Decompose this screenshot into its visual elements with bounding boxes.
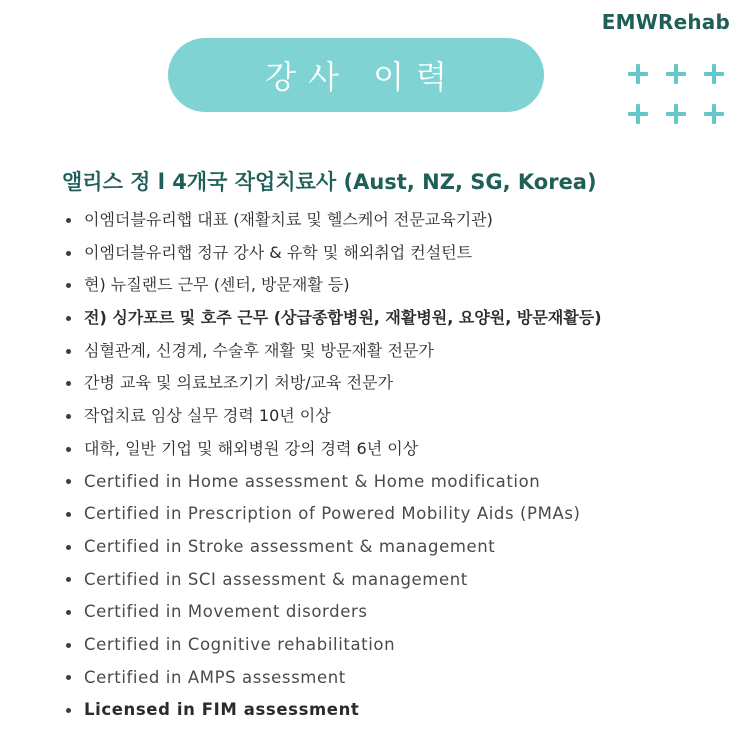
plus-icon [628,104,648,124]
plus-icon [666,104,686,124]
plus-icon [666,64,686,84]
plus-decoration [628,64,724,130]
list-item: 이엠더블유리햅 대표 (재활치료 및 헬스케어 전문교육기관) [66,204,602,237]
bullet-icon [66,675,71,680]
bullet-icon [66,610,71,615]
list-item: Certified in Movement disorders [66,596,602,629]
list-item: Certified in AMPS assessment [66,662,602,695]
bullet-icon [66,708,71,713]
plus-icon [704,104,724,124]
list-item: 심혈관계, 신경계, 수술후 재활 및 방문재활 전문가 [66,335,602,368]
bullet-icon [66,545,71,550]
list-item: Licensed in FIM assessment [66,694,602,727]
bullet-icon [66,283,71,288]
list-item: 간병 교육 및 의료보조기기 처방/교육 전문가 [66,367,602,400]
bullet-icon [66,643,71,648]
plus-icon [628,64,648,84]
title-banner [168,38,544,112]
list-item: 대학, 일반 기업 및 해외병원 강의 경력 6년 이상 [66,433,602,466]
instructor-heading: 앨리스 정 l 4개국 작업치료사 (Aust, NZ, SG, Korea) [62,170,597,194]
bullet-icon [66,447,71,452]
list-item: Certified in Prescription of Powered Mobility Aids (PMAs) [66,498,602,531]
career-list [66,204,602,727]
list-item: 현) 뉴질랜드 근무 (센터, 방문재활 등) [66,269,602,302]
list-item: 전) 싱가포르 및 호주 근무 (상급종합병원, 재활병원, 요양원, 방문재활등) [66,302,602,335]
bullet-icon [66,577,71,582]
list-item: 이엠더블유리햅 정규 강사 & 유학 및 해외취업 컨설턴트 [66,237,602,270]
bullet-icon [66,414,71,419]
list-item: Certified in SCI assessment & management [66,564,602,597]
list-item: 작업치료 임상 실무 경력 10년 이상 [66,400,602,433]
bullet-icon [66,218,71,223]
bullet-icon [66,479,71,484]
page-title: 강사 이력 [265,58,459,96]
list-item: Certified in Stroke assessment & management [66,531,602,564]
plus-icon [704,64,724,84]
bullet-icon [66,349,71,354]
list-item: Certified in Home assessment & Home modification [66,466,602,499]
bullet-icon [66,251,71,256]
bullet-icon [66,512,71,517]
bullet-icon [66,316,71,321]
list-item: Certified in Cognitive rehabilitation [66,629,602,662]
brand-logo: EMWRehab [601,10,730,34]
bullet-icon [66,381,71,386]
